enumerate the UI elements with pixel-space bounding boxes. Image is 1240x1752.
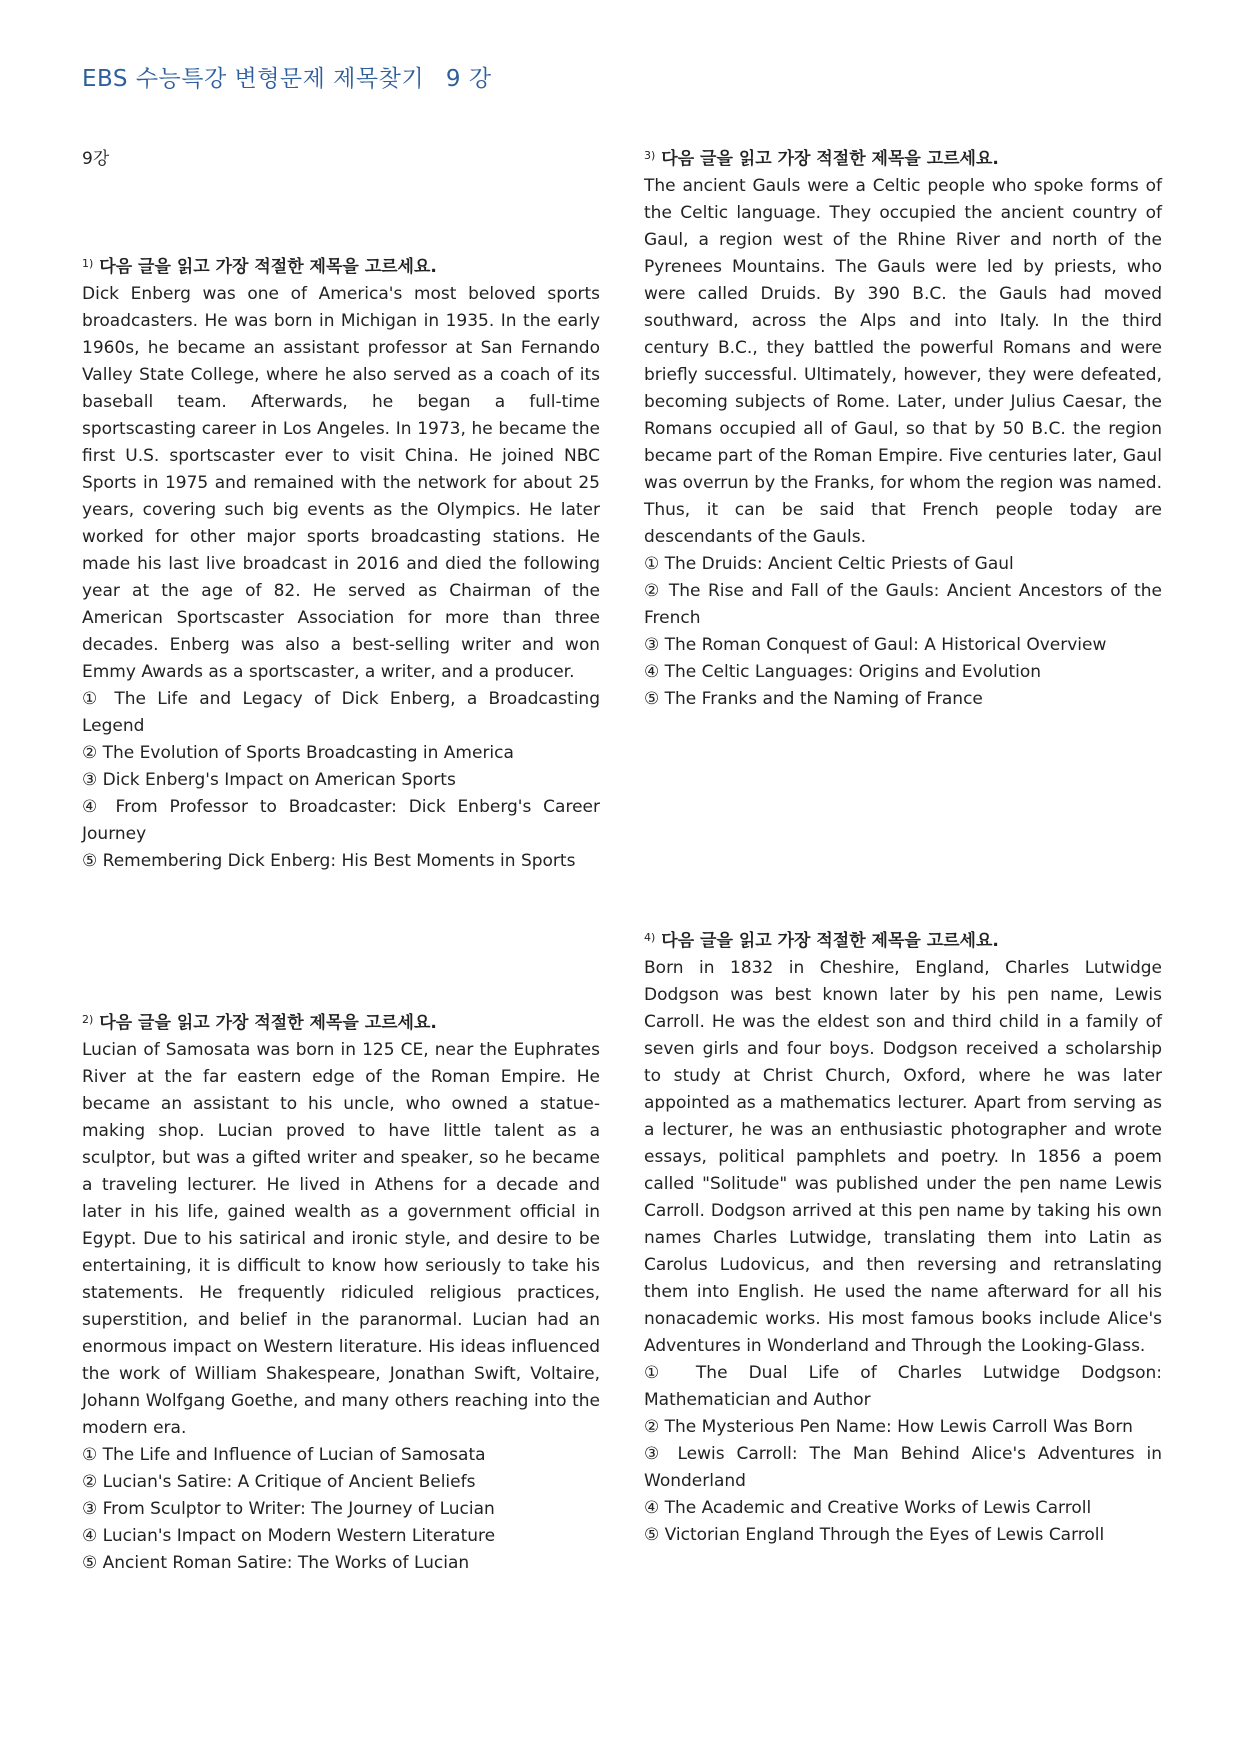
question-stem-text: 다음 글을 읽고 가장 적절한 제목을 고르세요. <box>661 149 999 169</box>
question-2 <box>82 1006 600 1577</box>
question-number: 2) <box>82 1013 94 1026</box>
question-passage: Dick Enberg was one of America's most beloved sports broadcasters. He was born in Michigan in 1935. In the early 1960s, he became an assistant professor at San Fernando Valley State College, where he also served as a coach of its baseball team. Afterwards, he began a full-time sportscasting career in Los Angeles. In 1973, he became the first U.S. sportscaster ever to visit China. He joined NBC Sports in 1975 and remained with the network for about 25 years, covering such big events as the Olympics. He later worked for other major sports broadcasting stations. He made his last live broadcast in 2016 and died the following year at the age of 82. He served as Chairman of the American Sportscaster Association for more than three decades. Enberg was also a best-selling writer and won Emmy Awards as a sportscaster, a writer, and a producer. <box>82 284 600 682</box>
answer-option-1[interactable]: ① The Druids: Ancient Celtic Priests of Gaul <box>644 554 1014 574</box>
answer-option-5[interactable]: ⑤ Victorian England Through the Eyes of Lewis Carroll <box>644 1525 1105 1545</box>
answer-option-5[interactable]: ⑤ Remembering Dick Enberg: His Best Moments in Sports <box>82 851 576 871</box>
answer-option-2[interactable]: ② Lucian's Satire: A Critique of Ancient Beliefs <box>82 1472 476 1492</box>
answer-options <box>82 1442 600 1577</box>
header-title: EBS 수능특강 변형문제 제목찾기 <box>82 66 425 92</box>
question-stem <box>82 250 600 281</box>
answer-option-4[interactable]: ④ The Academic and Creative Works of Lewis Carroll <box>644 1498 1092 1518</box>
answer-option-2[interactable]: ② The Mysterious Pen Name: How Lewis Carroll Was Born <box>644 1417 1133 1437</box>
answer-option-2[interactable]: ② The Rise and Fall of the Gauls: Ancient Ancestors of the French <box>644 581 1162 628</box>
question-stem-text: 다음 글을 읽고 가장 적절한 제목을 고르세요. <box>99 1013 437 1033</box>
question-3 <box>644 142 1162 713</box>
answer-option-3[interactable]: ③ Lewis Carroll: The Man Behind Alice's Adventures in Wonderland <box>644 1444 1162 1491</box>
question-number: 3) <box>644 149 656 162</box>
question-1 <box>82 250 600 875</box>
question-stem <box>644 142 1162 173</box>
header-lesson: 9 강 <box>445 66 492 92</box>
answer-option-3[interactable]: ③ Dick Enberg's Impact on American Sports <box>82 770 456 790</box>
answer-option-3[interactable]: ③ The Roman Conquest of Gaul: A Historical Overview <box>644 635 1107 655</box>
question-passage: Lucian of Samosata was born in 125 CE, near the Euphrates River at the far eastern edge of the Roman Empire. He became an assistant to his uncle, who owned a statue-making shop. Lucian proved to have little talent as a sculptor, but was a gifted writer and speaker, so he became a traveling lecturer. He lived in Athens for a decade and later in his life, gained wealth as a government official in Egypt. Due to his satirical and ironic style, and desire to be entertaining, it is difficult to know how seriously to take his statements. He frequently ridiculed religious practices, superstition, and belief in the paranormal. Lucian had an enormous impact on Western literature. His ideas influenced the work of William Shakespeare, Jonathan Swift, Voltaire, Johann Wolfgang Goethe, and many others reaching into the modern era. <box>82 1040 600 1438</box>
answer-options <box>644 1360 1162 1549</box>
question-stem-text: 다음 글을 읽고 가장 적절한 제목을 고르세요. <box>99 257 437 277</box>
answer-option-3[interactable]: ③ From Sculptor to Writer: The Journey of Lucian <box>82 1499 495 1519</box>
question-passage: The ancient Gauls were a Celtic people who spoke forms of the Celtic language. They occupied the ancient country of Gaul, a region west of the Rhine River and north of the Pyrenees Mountains. The Gauls were led by priests, who were called Druids. By 390 B.C. the Gauls had moved southward, across the Alps and into Italy. In the third century B.C., they battled the powerful Romans and were briefly successful. Ultimately, however, they were defeated, becoming subjects of Rome. Later, under Julius Caesar, the Romans occupied all of Gaul, so that by 50 B.C. the region became part of the Roman Empire. Five centuries later, Gaul was overrun by the Franks, for whom the region was named. Thus, it can be said that French people today are descendants of the Gauls. <box>644 176 1162 547</box>
question-number: 4) <box>644 931 656 944</box>
answer-option-5[interactable]: ⑤ Ancient Roman Satire: The Works of Lucian <box>82 1553 470 1573</box>
question-4 <box>644 924 1162 1549</box>
answer-option-1[interactable]: ① The Life and Legacy of Dick Enberg, a Broadcasting Legend <box>82 689 600 736</box>
answer-options <box>644 551 1162 713</box>
answer-option-4[interactable]: ④ Lucian's Impact on Modern Western Literature <box>82 1526 496 1546</box>
answer-option-2[interactable]: ② The Evolution of Sports Broadcasting in America <box>82 743 514 763</box>
answer-options <box>82 686 600 875</box>
answer-option-4[interactable]: ④ From Professor to Broadcaster: Dick Enberg's Career Journey <box>82 797 600 844</box>
answer-option-5[interactable]: ⑤ The Franks and the Naming of France <box>644 689 983 709</box>
question-stem-text: 다음 글을 읽고 가장 적절한 제목을 고르세요. <box>661 931 999 951</box>
question-number: 1) <box>82 257 94 270</box>
page-header <box>82 60 492 93</box>
question-stem <box>82 1006 600 1037</box>
answer-option-1[interactable]: ① The Dual Life of Charles Lutwidge Dodgson: Mathematician and Author <box>644 1363 1162 1410</box>
question-stem <box>644 924 1162 955</box>
answer-option-4[interactable]: ④ The Celtic Languages: Origins and Evolution <box>644 662 1042 682</box>
answer-option-1[interactable]: ① The Life and Influence of Lucian of Samosata <box>82 1445 486 1465</box>
chapter-label: 9강 <box>82 149 110 169</box>
question-passage: Born in 1832 in Cheshire, England, Charles Lutwidge Dodgson was best known later by his pen name, Lewis Carroll. He was the eldest son and third child in a family of seven girls and four boys. Dodgson received a scholarship to study at Christ Church, Oxford, where he was later appointed as a mathematics lecturer. Apart from serving as a lecturer, he was an enthusiastic photographer and wrote essays, political pamphlets and poetry. In 1856 a poem called "Solitude" was published under the pen name Lewis Carroll. Dodgson arrived at this pen name by taking his own names Charles Lutwidge, translating them into Latin as Carolus Ludovicus, and then reversing and retranslating them into English. He used the name afterward for all his nonacademic works. His most famous books include Alice's Adventures in Wonderland and Through the Looking-Glass. <box>644 958 1162 1356</box>
